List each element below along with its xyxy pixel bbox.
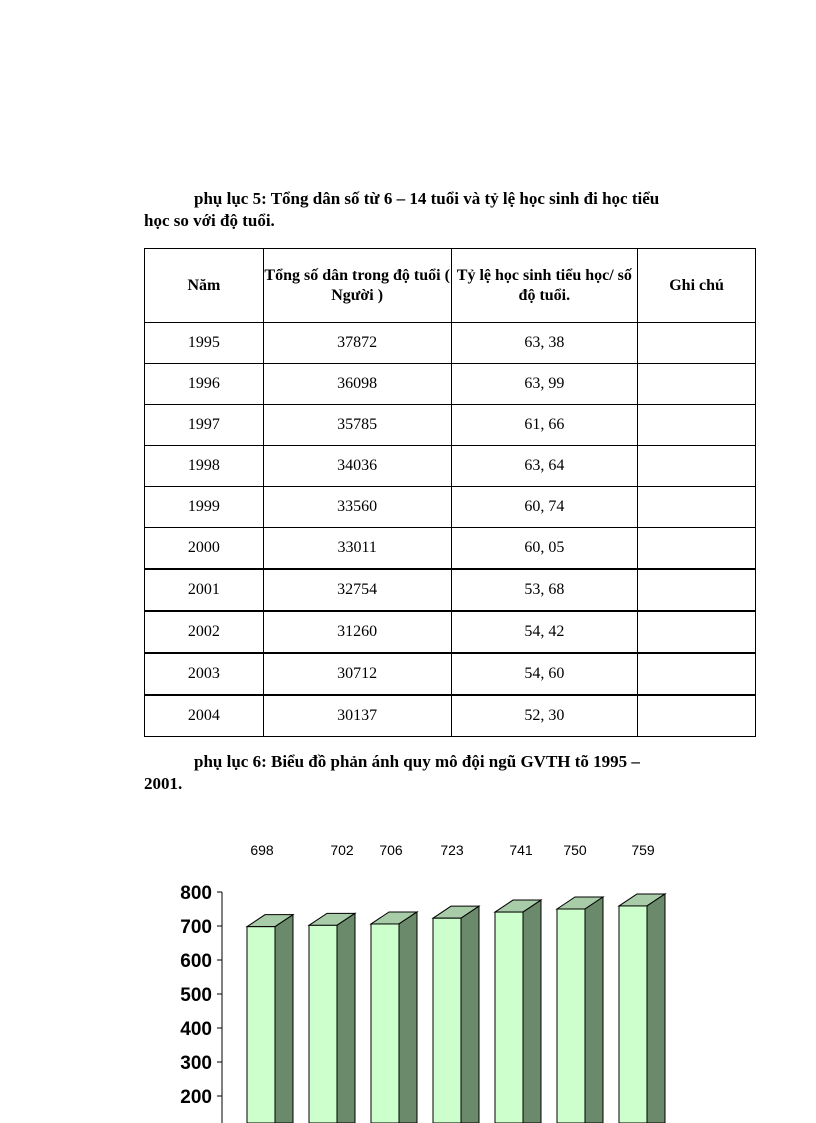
cell-notes — [638, 611, 756, 653]
cell-year: 2003 — [145, 653, 264, 695]
cell-ratio: 53, 68 — [451, 569, 638, 611]
cell-notes — [638, 446, 756, 487]
bar-side — [399, 912, 417, 1123]
table-header-row — [145, 249, 756, 323]
cell-year: 2001 — [145, 569, 264, 611]
cell-year: 1996 — [145, 364, 264, 405]
table-row — [145, 569, 756, 611]
cell-year: 1998 — [145, 446, 264, 487]
cell-ratio: 61, 66 — [451, 405, 638, 446]
data-label: 706 — [379, 842, 403, 858]
caption-line: học so với độ tuổi. — [144, 211, 275, 230]
y-tick-label: 300 — [180, 1053, 212, 1074]
bar-side — [275, 915, 293, 1123]
table-row — [145, 528, 756, 570]
cell-year: 1999 — [145, 487, 264, 528]
y-tick-label: 800 — [180, 883, 212, 904]
cell-year: 2004 — [145, 695, 264, 737]
cell-population: 32754 — [263, 569, 451, 611]
bar — [309, 925, 337, 1123]
bar-side — [461, 906, 479, 1123]
cell-population: 37872 — [263, 323, 451, 364]
cell-ratio: 54, 42 — [451, 611, 638, 653]
cell-year: 2000 — [145, 528, 264, 570]
bar-side — [523, 900, 541, 1123]
table-row — [145, 487, 756, 528]
bar — [247, 927, 275, 1123]
header-ratio: Tỷ lệ học sinh tiểu học/ số độ tuổi. — [451, 249, 638, 323]
table-row — [145, 364, 756, 405]
data-label: 750 — [563, 842, 587, 858]
data-label: 698 — [250, 842, 274, 858]
cell-ratio: 60, 74 — [451, 487, 638, 528]
y-tick-label: 200 — [180, 1087, 212, 1108]
y-tick-label: 700 — [180, 917, 212, 938]
bar — [371, 924, 399, 1123]
caption-line: 2001. — [144, 774, 183, 793]
cell-notes — [638, 364, 756, 405]
table-row — [145, 446, 756, 487]
data-label: 759 — [631, 842, 655, 858]
table-row — [145, 323, 756, 364]
bar — [433, 918, 461, 1123]
bar — [495, 912, 523, 1123]
cell-population: 33560 — [263, 487, 451, 528]
bar — [619, 906, 647, 1123]
y-tick-label: 400 — [180, 1019, 212, 1040]
y-tick-label: 500 — [180, 985, 212, 1006]
cell-year: 1997 — [145, 405, 264, 446]
cell-population: 34036 — [263, 446, 451, 487]
bar-side — [647, 894, 665, 1123]
cell-population: 30712 — [263, 653, 451, 695]
population-table — [144, 248, 756, 737]
cell-population: 35785 — [263, 405, 451, 446]
table-row — [145, 405, 756, 446]
bar-side — [337, 913, 355, 1123]
bar — [557, 909, 585, 1123]
cell-ratio: 63, 64 — [451, 446, 638, 487]
cell-ratio: 60, 05 — [451, 528, 638, 570]
header-notes: Ghi chú — [638, 249, 756, 323]
cell-notes — [638, 528, 756, 570]
appendix-5-caption — [144, 188, 744, 232]
table-row — [145, 611, 756, 653]
cell-notes — [638, 405, 756, 446]
cell-population: 31260 — [263, 611, 451, 653]
teacher-staff-bar-chart — [160, 830, 700, 1123]
bar-side — [585, 897, 603, 1123]
cell-year: 1995 — [145, 323, 264, 364]
table-row — [145, 653, 756, 695]
table-row — [145, 695, 756, 737]
caption-line: phụ lục 6: Biểu đồ phản ánh quy mô đội ngũ GVTH tõ 1995 – — [194, 752, 640, 771]
cell-population: 30137 — [263, 695, 451, 737]
y-tick-label: 600 — [180, 951, 212, 972]
appendix-6-caption — [144, 751, 744, 795]
cell-ratio: 52, 30 — [451, 695, 638, 737]
cell-notes — [638, 695, 756, 737]
data-label: 723 — [440, 842, 464, 858]
data-label: 702 — [330, 842, 354, 858]
cell-ratio: 63, 99 — [451, 364, 638, 405]
cell-ratio: 63, 38 — [451, 323, 638, 364]
header-year: Năm — [145, 249, 264, 323]
cell-notes — [638, 323, 756, 364]
caption-line: phụ lục 5: Tổng dân số từ 6 – 14 tuổi và tỷ lệ học sinh đi học tiểu — [194, 189, 660, 208]
header-population: Tổng số dân trong độ tuổi ( Người ) — [263, 249, 451, 323]
cell-notes — [638, 653, 756, 695]
cell-population: 36098 — [263, 364, 451, 405]
cell-notes — [638, 487, 756, 528]
cell-population: 33011 — [263, 528, 451, 570]
cell-ratio: 54, 60 — [451, 653, 638, 695]
cell-notes — [638, 569, 756, 611]
cell-year: 2002 — [145, 611, 264, 653]
data-label: 741 — [509, 842, 533, 858]
